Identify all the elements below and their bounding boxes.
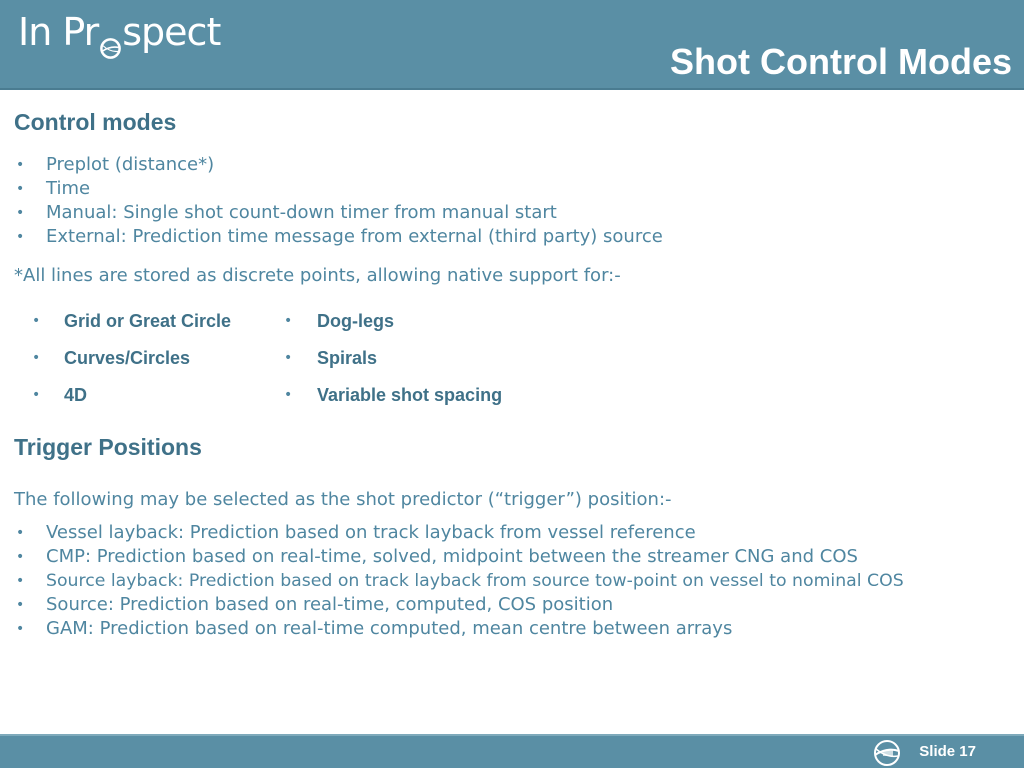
globe-logo-icon	[872, 738, 902, 768]
globe-icon	[99, 25, 122, 48]
bullet-icon: •	[284, 387, 293, 403]
trigger-intro: The following may be selected as the shot predictor (“trigger”) position:-	[14, 489, 672, 510]
bullet-icon: •	[16, 181, 25, 197]
trigger-item: GAM: Prediction based on real-time computed, mean centre between arrays	[46, 618, 733, 639]
feature-item: Dog-legs	[317, 311, 395, 331]
logo-text-end: spect	[122, 10, 221, 54]
feature-item: Curves/Circles	[64, 348, 191, 368]
header-divider	[0, 88, 1024, 90]
bullet-icon: •	[32, 350, 41, 366]
bullet-icon: •	[16, 621, 25, 637]
support-note: *All lines are stored as discrete points, allowing native support for:-	[14, 265, 621, 286]
bullet-icon: •	[16, 157, 25, 173]
bullet-icon: •	[32, 387, 41, 403]
control-modes-heading: Control modes	[14, 109, 177, 135]
logo-text-start: In Pr	[18, 10, 99, 54]
control-mode-item: Preplot (distance*)	[46, 154, 215, 175]
bullet-icon: •	[16, 597, 25, 613]
trigger-positions-heading: Trigger Positions	[14, 434, 202, 460]
trigger-item: CMP: Prediction based on real-time, solved, midpoint between the streamer CNG and COS	[46, 546, 858, 567]
company-logo	[18, 10, 220, 54]
bullet-icon: •	[284, 350, 293, 366]
bullet-icon: •	[16, 205, 25, 221]
slide-number: Slide 17	[919, 743, 976, 760]
bullet-icon: •	[16, 573, 25, 589]
control-mode-item: Time	[46, 178, 91, 199]
page-title: Shot Control Modes	[670, 41, 1012, 82]
trigger-item: Source: Prediction based on real-time, computed, COS position	[46, 594, 614, 615]
control-mode-item: Manual: Single shot count-down timer from manual start	[46, 202, 557, 223]
bullet-icon: •	[16, 525, 25, 541]
trigger-item: Vessel layback: Prediction based on track layback from vessel reference	[46, 522, 696, 543]
bullet-icon: •	[16, 229, 25, 245]
feature-item: Variable shot spacing	[317, 385, 503, 405]
feature-item: 4D	[64, 385, 88, 405]
trigger-item: Source layback: Prediction based on track layback from source tow-point on vessel to nominal COS	[46, 571, 904, 591]
footer-bar	[0, 736, 1024, 768]
control-mode-item: External: Prediction time message from external (third party) source	[46, 226, 663, 247]
bullet-icon: •	[16, 549, 25, 565]
feature-item: Spirals	[317, 348, 378, 368]
bullet-icon: •	[284, 313, 293, 329]
feature-item: Grid or Great Circle	[64, 311, 232, 331]
bullet-icon: •	[32, 313, 41, 329]
